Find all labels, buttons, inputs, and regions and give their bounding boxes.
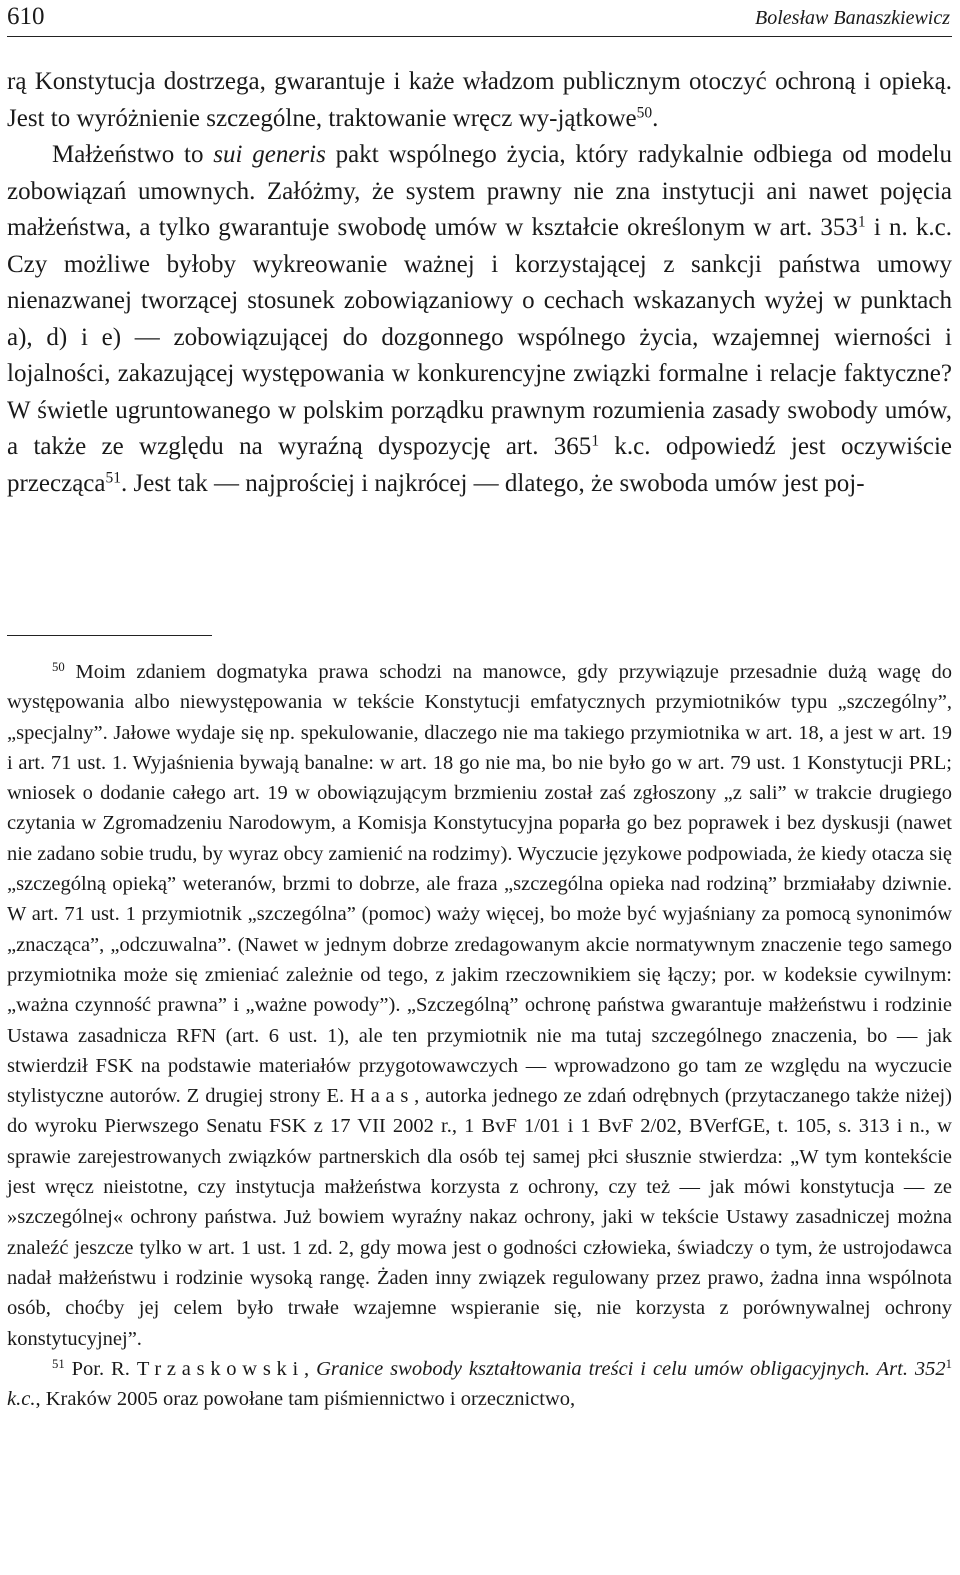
paragraph-1-text: rą Konstytucja dostrzega, gwarantuje i każe władzom publicznym otoczyć ochroną i opieką. Jest to wyróżnienie szczególne, traktowanie wręcz wy-jątkowe <box>7 68 952 132</box>
footnote-51 <box>7 1354 952 1415</box>
paragraph-2-text-c: i n. k.c. Czy możliwe byłoby wykreowanie ważnej i korzystającej z sankcji państwa umowy nienazwanej tworzącej stosunek zobowiązaniowy o cechach wskazanych wyżej w punktach a), d) i e) — zobowiązującej do dozgonnego wspólnego życia, wzajemnej wierności i lojalności, zakazującej występowania w konkurencyjne związki formalne i relacje faktyczne? W świetle ugruntowanego w polskim porządku prawnym rozumienia zasady swobody umów, a także ze względu na wyraźną dyspozycję art. 365 <box>7 214 952 460</box>
footnote-ref-50: 50 <box>636 103 653 121</box>
footnotes <box>7 657 952 1414</box>
page-number: 610 <box>7 3 45 30</box>
paragraph-1 <box>7 64 952 137</box>
author-name-trzaskowski: Trzaskowski <box>136 1357 304 1380</box>
footnote-ref-51: 51 <box>105 468 121 486</box>
book-title-end: k.c. <box>7 1388 36 1411</box>
paragraph-1-end: . <box>652 104 659 132</box>
footnote-51-text-c: , Kraków 2005 oraz powołane tam piśmiennictwo i orzecznictwo, <box>35 1388 576 1411</box>
article-superscript-2: 1 <box>591 432 600 450</box>
paragraph-2-text-e: . Jest tak — najprościej i najkrócej — dlatego, że swoboda umów jest poj- <box>121 469 865 497</box>
footnote-50-text: Moim zdaniem dogmatyka prawa schodzi na manowce, gdy przywiązuje przesadnie dużą wagę do występowania albo niewystępowania w tekście Konstytucji emfatycznych przymiotników typu „szczególny”, „specjalny”. Jałowe wydaje się np. spekulowanie, dlaczego nie ma takiego przymiotnika w art. 18, a jest w art. 19 i art. 71 ust. 1. Wyjaśnienia bywają banalne: w art. 18 go nie ma, bo nie było go w art. 79 ust. 1 Konstytucji PRL; wniosek o dodanie całego art. 19 w obowiązującym brzmieniu został zaś zgłoszony „z sali” w trakcie drugiego czytania w Zgromadzeniu Narodowym, a Komisja Konstytucyjna poparła go bez poprawek i bez dyskusji (nawet nie zadano sobie trudu, by wyraz obcy zamienić na rodzimy). Wyczucie językowe podpowiada, że kiedy otacza się „szczególną opieką” weteranów, brzmi to dobrze, ale fraza „szczególna opieka nad rodziną” brzmiałaby dziwnie. W art. 71 ust. 1 przymiotnik „szczególna” (pomoc) waży więcej, bo może być wyjaśniany za pomocą synonimów „znacząca”, „odczuwalna”. (Nawet w jednym dobrze zredagowanym akcie normatywnym znaczenie tego samego przymiotnika może się zmieniać zależnie od tego, z jakim rzeczownikiem się łączy; por. w kodeksie cywilnym: „ważna czynność prawna” i „ważne powody”). „Szczególną” ochronę państwa gwarantuje małżeństwu i rodzinie Ustawa zasadnicza RFN (art. 6 ust. 1), ale ten przymiotnik nie ma tutaj szczególnego znaczenia, bo — jak stwierdził FSK na podstawie materiałów przygotowawczych — wprowadzono go tam ze względu na wyczucie stylistyczne autorów. Z drugiej strony E. <box>7 661 952 1108</box>
paragraph-2-text-a: Małżeństwo to <box>52 141 214 168</box>
footnote-51-number: 51 <box>52 1356 65 1371</box>
footnote-50-text-2: , autorka jednego ze zdań odrębnych (przytaczanego także niżej) do wyroku Pierwszego Senatu FSK z 17 VII 2002 r., 1 BvF 1/01 i 1 BvF 2/02, BVerfGE, t. 105, s. 313 i n., w sprawie zarejestrowanych związków partnerskich dla osób tej samej płci słusznie stwierdza: „W tym kontekście jest wręcz nieistotne, czy instytucja małżeństwa korzysta z ochrony, czy też — jak mówi konstytucja — ze »szczególnej« ochrony państwa. Już bowiem wyraźny nakaz ochrony, jaki w tekście Ustawy zasadniczej można znaleźć jeszcze tylko w art. 1 ust. 1 zd. 2, gdy mowa jest o godności człowieka, świadczy o tym, że ustrojodawca nadał małżeństwu i rodzinie wysoką rangę. Żaden inny związek regulowany przez prawo, żadna inna wspólnota osób, choćby jej celem było trwałe wzajemne wspieranie się, nie korzysta z porównywalnej ochrony konstytucyjnej”. <box>7 1085 952 1350</box>
book-title: Granice swobody kształtowania treści i celu umów obligacyjnych. Art. 352 <box>316 1357 946 1380</box>
footnote-50-number: 50 <box>52 660 65 675</box>
page-header <box>7 0 952 37</box>
footnote-51-text-a: Por. R. <box>64 1357 137 1380</box>
footnote-50 <box>7 657 952 1354</box>
book-title-superscript: 1 <box>945 1356 953 1371</box>
footnote-51-text-b: , <box>303 1357 317 1380</box>
article-superscript-1: 1 <box>857 213 866 231</box>
paragraph-2-text-d: k.c. odpowiedź jest oczywiście przecząca <box>7 433 952 497</box>
main-text <box>7 64 952 502</box>
paragraph-2 <box>7 137 952 502</box>
footnote-separator <box>7 635 212 636</box>
author-name-haas: Haas <box>350 1085 415 1108</box>
paragraph-2-text-b: pakt wspólnego życia, który radykalnie odbiega od modelu zobowiązań umownych. Załóżmy, że system prawny nie zna instytucji ani nawet pojęcia małżeństwa, a tylko gwarantuje swobodę umów w kształcie określonym w art. 353 <box>7 141 952 241</box>
latin-phrase: sui generis <box>213 141 326 168</box>
running-header-author: Bolesław Banaszkiewicz <box>755 7 950 29</box>
